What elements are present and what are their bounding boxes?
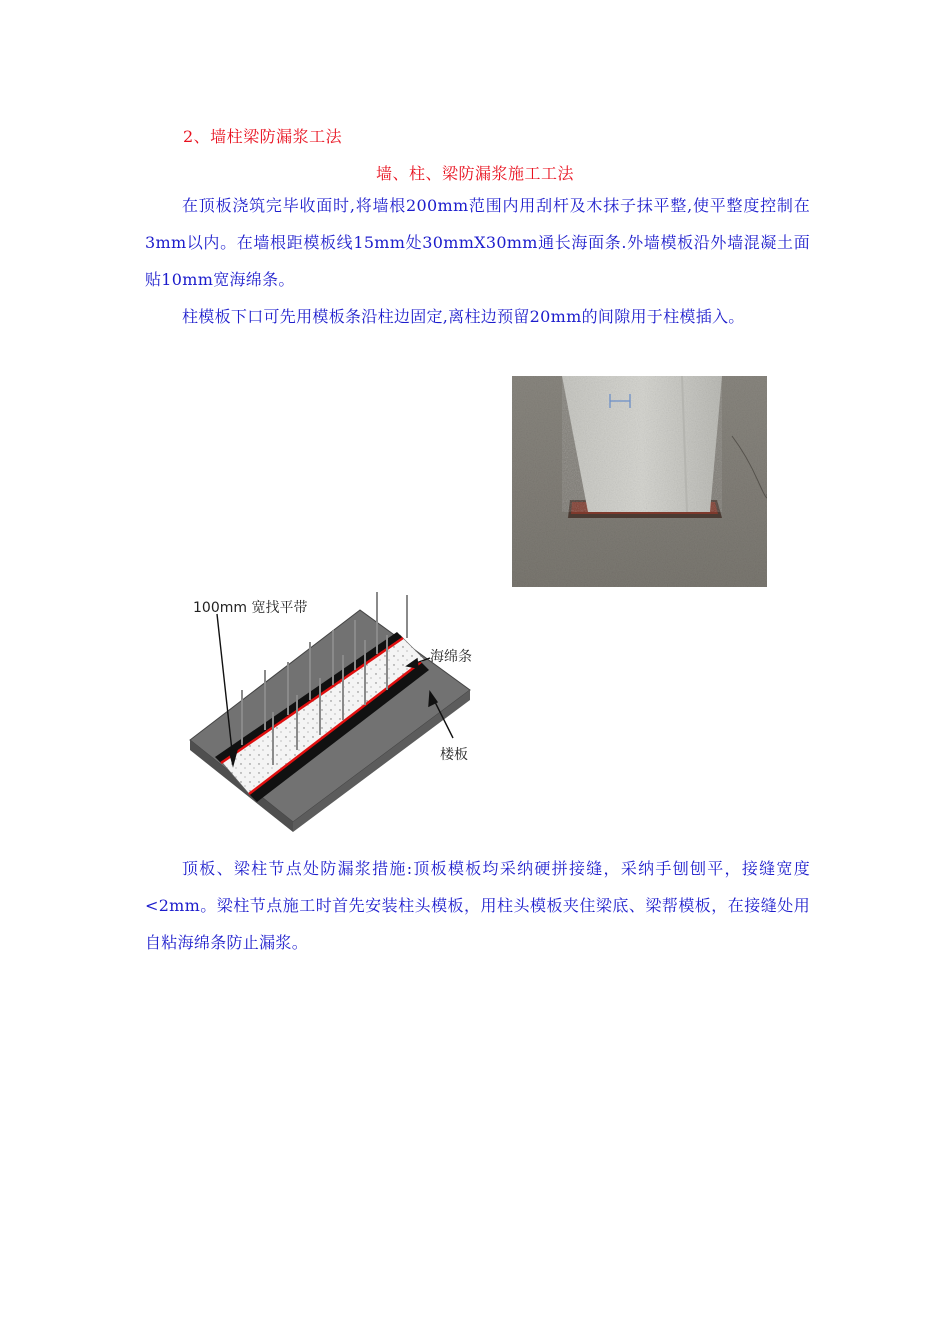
method-title: 墙、柱、梁防漏浆施工工法: [375, 164, 574, 183]
paragraph-slab-joint: 顶板、梁柱节点处防漏浆措施:顶板模板均采纳硬拼接缝，采纳手刨刨平，接缝宽度<2mm。梁柱节点施工时首先安装柱头模板，用柱头模板夹住梁底、梁帮模板，在接缝处用自粘海绵条防止漏浆。: [145, 859, 810, 952]
label-sponge-strip: 海绵条: [430, 649, 472, 665]
sponge-strip-diagram: [185, 590, 485, 835]
paragraph-column-formwork: 柱模板下口可先用模板条沿柱边固定,离柱边预留20mm的间隙用于柱模插入。: [182, 307, 745, 326]
paragraph-wall-root: 在顶板浇筑完毕收面时,将墙根200mm范围内用刮杆及木抹子抹平整,使平整度控制在3mm以内。在墙根距模板线15mm处30mmX30mm通长海面条.外墙模板沿外墙混凝土面贴10mm宽海绵条。: [145, 196, 810, 289]
column-base-photo: [512, 376, 767, 587]
section-heading: 2、墙柱梁防漏浆工法: [183, 127, 343, 146]
label-floor-slab: 楼板: [440, 747, 468, 763]
label-levelling-strip: 100mm 宽找平带: [193, 600, 308, 616]
